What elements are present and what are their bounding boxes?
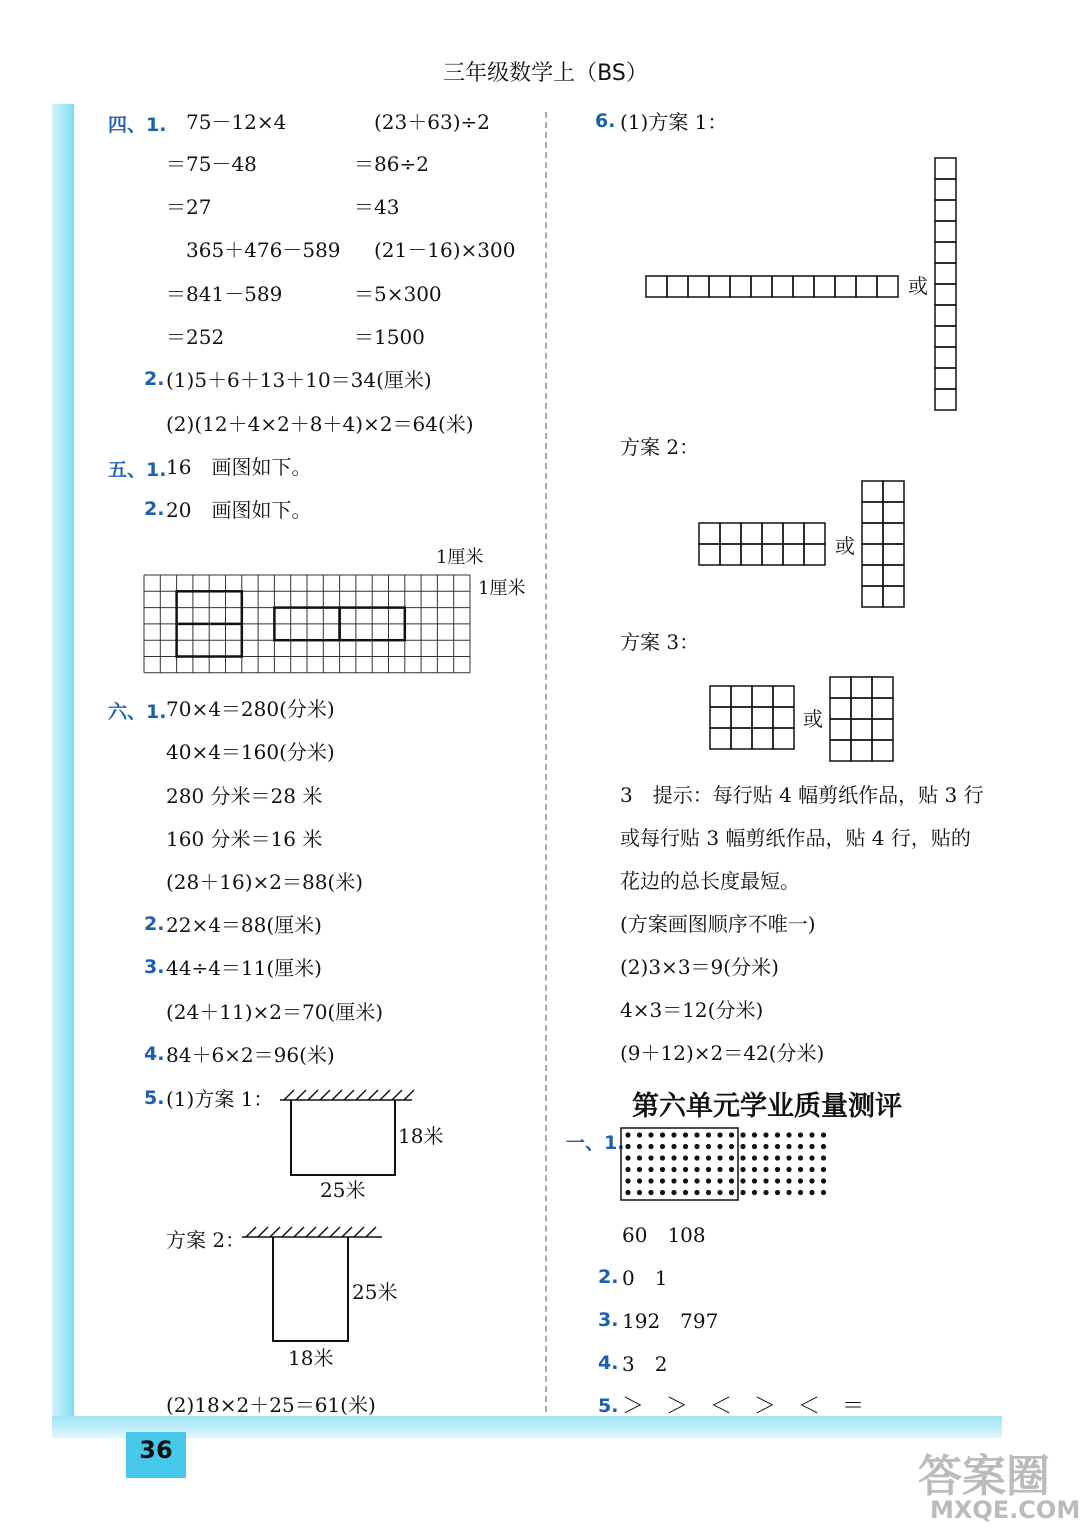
dot <box>729 1178 734 1183</box>
grid-cell <box>851 740 872 761</box>
answer-line: 84＋6×2＝96(米) <box>166 1043 335 1067</box>
dot <box>625 1178 630 1183</box>
grid-cell <box>935 284 956 305</box>
dot <box>648 1190 653 1195</box>
watermark-url: MXQE.COM <box>930 1496 1081 1524</box>
calc-d2: ＝5×300 <box>354 282 442 306</box>
grid-cell <box>935 389 956 410</box>
dot <box>683 1190 688 1195</box>
calc-b2: ＝86÷2 <box>354 152 429 176</box>
dot <box>775 1190 780 1195</box>
grid-cell <box>710 686 731 707</box>
plan-1-label: (1)方案 1： <box>166 1087 274 1111</box>
grid-cell <box>935 368 956 389</box>
page-number: 36 <box>139 1436 173 1464</box>
dot <box>763 1178 768 1183</box>
grid-cell <box>883 502 904 523</box>
grid-cell <box>862 523 883 544</box>
dot <box>706 1178 711 1183</box>
watermark-logo: 答案圈 <box>918 1451 1050 1502</box>
or-label: 或 <box>803 707 823 731</box>
u4-label: 4. <box>598 1352 619 1374</box>
dot <box>786 1132 791 1137</box>
dot <box>798 1190 803 1195</box>
plan-1-vertical-strip <box>934 157 955 413</box>
grid-cell <box>935 200 956 221</box>
q6-plan-3-label: 方案 3： <box>620 630 700 654</box>
grid-cell <box>872 698 893 719</box>
dot <box>717 1132 722 1137</box>
grid-cell <box>814 276 835 297</box>
dot <box>683 1132 688 1137</box>
grid-cell <box>720 544 741 565</box>
grid-cell <box>872 677 893 698</box>
dot <box>706 1144 711 1149</box>
dot <box>729 1132 734 1137</box>
grid-cell <box>752 728 773 749</box>
dot <box>729 1144 734 1149</box>
grid-cell <box>851 719 872 740</box>
or-label: 或 <box>908 274 928 298</box>
answer-line: ＞ ＞ ＜ ＞ ＜ ＝ <box>622 1394 865 1419</box>
dot <box>763 1144 768 1149</box>
section-6-label: 六、1. <box>108 701 167 723</box>
dot <box>671 1132 676 1137</box>
dot <box>648 1155 653 1160</box>
dot <box>637 1178 642 1183</box>
dot <box>729 1167 734 1172</box>
dot <box>821 1190 826 1195</box>
dot <box>763 1167 768 1172</box>
answer-line: (2)3×3＝9(分米) <box>620 955 779 979</box>
answer-line: 44÷4＝11(厘米) <box>166 956 322 980</box>
grid-cell <box>856 276 877 297</box>
grid-cell <box>773 707 794 728</box>
answer-line: 3 2 <box>622 1352 668 1376</box>
u2-label: 2. <box>598 1266 619 1288</box>
grid-cell <box>935 179 956 200</box>
dot <box>706 1132 711 1137</box>
section-4-2-label: 2. <box>144 368 165 390</box>
dot <box>671 1155 676 1160</box>
q6-plan-1-label: (1)方案 1： <box>620 110 728 134</box>
dot <box>660 1178 665 1183</box>
grid-cell <box>872 740 893 761</box>
answer-line: (28＋16)×2＝88(米) <box>166 870 364 894</box>
dot <box>683 1178 688 1183</box>
answer-line: 16 画图如下。 <box>166 455 312 479</box>
grid-cell <box>752 707 773 728</box>
grid-cell <box>862 586 883 607</box>
dot <box>809 1167 814 1172</box>
answer-line: 192 797 <box>622 1309 719 1333</box>
answer-line: 0 1 <box>622 1266 668 1290</box>
dot <box>752 1167 757 1172</box>
grid-cell <box>731 728 752 749</box>
or-label: 或 <box>835 534 855 558</box>
dot <box>775 1155 780 1160</box>
grid-unit-label-h: 1厘米 <box>436 547 484 568</box>
dot <box>821 1167 826 1172</box>
plan-2-bottom-length: 18米 <box>288 1346 334 1370</box>
dot <box>752 1155 757 1160</box>
grid-cell <box>883 523 904 544</box>
dot <box>775 1178 780 1183</box>
dot <box>625 1144 630 1149</box>
u5-label: 5. <box>598 1395 619 1417</box>
dot <box>763 1155 768 1160</box>
dot <box>809 1144 814 1149</box>
dot <box>821 1178 826 1183</box>
dot <box>786 1190 791 1195</box>
dot <box>648 1167 653 1172</box>
dot <box>740 1167 745 1172</box>
calc-c3: ＝252 <box>166 325 225 349</box>
calc-a2: ＝75－48 <box>166 152 257 176</box>
grid-cell <box>935 347 956 368</box>
dot <box>706 1155 711 1160</box>
plan-3-grid-b <box>829 676 894 762</box>
answer-line: 280 分米＝28 米 <box>166 784 323 808</box>
calc-d1: (21－16)×300 <box>374 238 516 262</box>
grid-unit-label-v: 1厘米 <box>478 578 526 599</box>
dot <box>752 1190 757 1195</box>
dot <box>717 1144 722 1149</box>
grid-cell <box>710 728 731 749</box>
dot <box>798 1178 803 1183</box>
grid-cell <box>935 326 956 347</box>
dot <box>637 1167 642 1172</box>
q2-label: 2. <box>144 913 165 935</box>
grid-cell <box>741 523 762 544</box>
grid-cell <box>646 276 667 297</box>
grid-cell <box>935 242 956 263</box>
grid-cell <box>804 544 825 565</box>
section-4-label: 四、1. <box>108 114 167 136</box>
dot <box>740 1144 745 1149</box>
calc-d3: ＝1500 <box>354 325 425 349</box>
hint-line: (方案画图顺序不唯一) <box>620 912 816 936</box>
calc-c1: 365＋476－589 <box>186 238 341 262</box>
grid-cell <box>731 686 752 707</box>
grid-cell <box>877 276 898 297</box>
answer-line: (2)18×2＋25＝61(米) <box>166 1393 376 1417</box>
dot <box>798 1167 803 1172</box>
grid-cell <box>830 719 851 740</box>
grid-cell <box>804 523 825 544</box>
dot <box>821 1155 826 1160</box>
q5-label: 5. <box>144 1087 165 1109</box>
answer-line: 160 分米＝16 米 <box>166 827 323 851</box>
dot <box>752 1178 757 1183</box>
bottom-margin-bar <box>52 1416 1002 1438</box>
dot <box>625 1132 630 1137</box>
grid-cell <box>872 719 893 740</box>
grid-cell <box>830 677 851 698</box>
grid-cell <box>731 707 752 728</box>
dot <box>740 1132 745 1137</box>
grid-cell <box>688 276 709 297</box>
grid-cell <box>862 544 883 565</box>
dot <box>821 1144 826 1149</box>
section-5-2-label: 2. <box>144 498 165 520</box>
dot <box>740 1178 745 1183</box>
page-header: 三年级数学上（BS） <box>443 61 648 86</box>
u1-label: 一、1. <box>566 1132 625 1154</box>
answer-line: 22×4＝88(厘米) <box>166 913 322 937</box>
dot <box>637 1190 642 1195</box>
dot <box>821 1132 826 1137</box>
dot <box>717 1167 722 1172</box>
grid-cell <box>773 686 794 707</box>
dot <box>752 1132 757 1137</box>
grid-cell <box>851 677 872 698</box>
dot <box>775 1132 780 1137</box>
grid-cell <box>741 544 762 565</box>
dot <box>729 1190 734 1195</box>
hint-line: 或每行贴 3 幅剪纸作品，贴 4 行，贴的 <box>620 826 971 850</box>
grid-cell <box>751 276 772 297</box>
grid-cell <box>862 565 883 586</box>
grid-cell <box>935 305 956 326</box>
dot <box>637 1132 642 1137</box>
dot <box>775 1144 780 1149</box>
dot <box>752 1144 757 1149</box>
plan-2-grid-b <box>861 480 904 609</box>
dot <box>717 1178 722 1183</box>
u3-label: 3. <box>598 1309 619 1331</box>
plan-3-grid-a <box>709 685 795 750</box>
left-margin-bar <box>52 104 74 1434</box>
dot <box>671 1190 676 1195</box>
dot <box>763 1132 768 1137</box>
grid-cell <box>720 523 741 544</box>
rectangle-grid-diagram <box>144 575 474 675</box>
grid-cell <box>862 502 883 523</box>
dot <box>786 1144 791 1149</box>
answer-line: 20 画图如下。 <box>166 498 312 522</box>
plan-1-horizontal-strip <box>645 275 901 296</box>
plan-2-label: 方案 2： <box>166 1228 246 1252</box>
dot <box>671 1178 676 1183</box>
q4-label: 4. <box>144 1043 165 1065</box>
grid-cell <box>709 276 730 297</box>
grid-cell <box>667 276 688 297</box>
dot <box>798 1144 803 1149</box>
grid-cell <box>883 586 904 607</box>
column-divider <box>545 112 547 1412</box>
dot <box>660 1190 665 1195</box>
dot <box>740 1155 745 1160</box>
grid-cell <box>835 276 856 297</box>
dot <box>694 1132 699 1137</box>
dot <box>798 1155 803 1160</box>
answer-line: 70×4＝280(分米) <box>166 697 335 721</box>
grid-cell <box>762 523 783 544</box>
hint-line: 3 提示：每行贴 4 幅剪纸作品，贴 3 行 <box>620 783 984 807</box>
plan-2-side-length: 25米 <box>352 1280 398 1304</box>
answer-line: 60 108 <box>622 1223 706 1247</box>
dot <box>694 1167 699 1172</box>
dot <box>786 1167 791 1172</box>
dot <box>786 1155 791 1160</box>
plan-1-bottom-length: 25米 <box>320 1178 366 1202</box>
dot <box>809 1178 814 1183</box>
dot <box>625 1167 630 1172</box>
dot <box>740 1190 745 1195</box>
dot <box>683 1144 688 1149</box>
dot <box>809 1132 814 1137</box>
q6-label: 6. <box>595 110 616 132</box>
calc-c2: ＝841－589 <box>166 282 283 306</box>
grid-cell <box>793 276 814 297</box>
dot <box>786 1178 791 1183</box>
dot <box>683 1167 688 1172</box>
grid-cell <box>935 221 956 242</box>
dot <box>729 1155 734 1160</box>
dot <box>694 1144 699 1149</box>
hint-line: 花边的总长度最短。 <box>620 869 800 893</box>
answer-line: (24＋11)×2＝70(厘米) <box>166 1000 384 1024</box>
grid-cell <box>752 686 773 707</box>
dot <box>798 1132 803 1137</box>
grid-cell <box>710 707 731 728</box>
calc-b1: (23＋63)÷2 <box>374 110 490 134</box>
grid-cell <box>699 523 720 544</box>
plan-2-grid-a <box>698 522 827 565</box>
dot <box>694 1178 699 1183</box>
dot <box>694 1190 699 1195</box>
dot <box>809 1155 814 1160</box>
plan-1-side-length: 18米 <box>398 1124 444 1148</box>
grid-cell <box>935 263 956 284</box>
calc-b3: ＝43 <box>354 195 400 219</box>
dot <box>637 1155 642 1160</box>
dot <box>717 1190 722 1195</box>
dot <box>694 1155 699 1160</box>
dot <box>706 1190 711 1195</box>
dot <box>706 1167 711 1172</box>
dot <box>648 1132 653 1137</box>
dot-group-box <box>621 1128 738 1200</box>
answer-line: 40×4＝160(分米) <box>166 740 335 764</box>
grid-cell <box>772 276 793 297</box>
dot <box>683 1155 688 1160</box>
grid-cell <box>883 565 904 586</box>
grid-cell <box>783 544 804 565</box>
answer-line: (9＋12)×2＝42(分米) <box>620 1041 825 1065</box>
dot <box>660 1155 665 1160</box>
dot <box>671 1144 676 1149</box>
dot <box>775 1167 780 1172</box>
answer-line: (1)5＋6＋13＋10＝34(厘米) <box>166 368 432 392</box>
grid-cell <box>862 481 883 502</box>
grid-cell <box>883 481 904 502</box>
answer-line: 4×3＝12(分米) <box>620 998 764 1022</box>
dot <box>660 1144 665 1149</box>
dot <box>717 1155 722 1160</box>
grid-cell <box>762 544 783 565</box>
dot <box>625 1190 630 1195</box>
dot <box>763 1190 768 1195</box>
section-5-label: 五、1. <box>108 459 167 481</box>
dot-array-diagram <box>620 1127 835 1202</box>
grid-cell <box>883 544 904 565</box>
dot <box>625 1155 630 1160</box>
grid-cell <box>851 698 872 719</box>
grid-cell <box>783 523 804 544</box>
dot <box>809 1190 814 1195</box>
calc-a1: 75－12×4 <box>186 110 287 134</box>
dot <box>660 1132 665 1137</box>
grid-cell <box>730 276 751 297</box>
dot <box>671 1167 676 1172</box>
grid-cell <box>699 544 720 565</box>
q3-label: 3. <box>144 956 165 978</box>
answer-line: (2)(12＋4×2＋8＋4)×2＝64(米) <box>166 412 474 436</box>
calc-a3: ＝27 <box>166 195 212 219</box>
grid-cell <box>830 740 851 761</box>
grid-cell <box>935 158 956 179</box>
q6-plan-2-label: 方案 2： <box>620 435 700 459</box>
dot <box>637 1144 642 1149</box>
dot <box>648 1178 653 1183</box>
grid-cell <box>773 728 794 749</box>
grid-cell <box>830 698 851 719</box>
dot <box>660 1167 665 1172</box>
dot <box>648 1144 653 1149</box>
unit-title: 第六单元学业质量测评 <box>632 1091 902 1122</box>
